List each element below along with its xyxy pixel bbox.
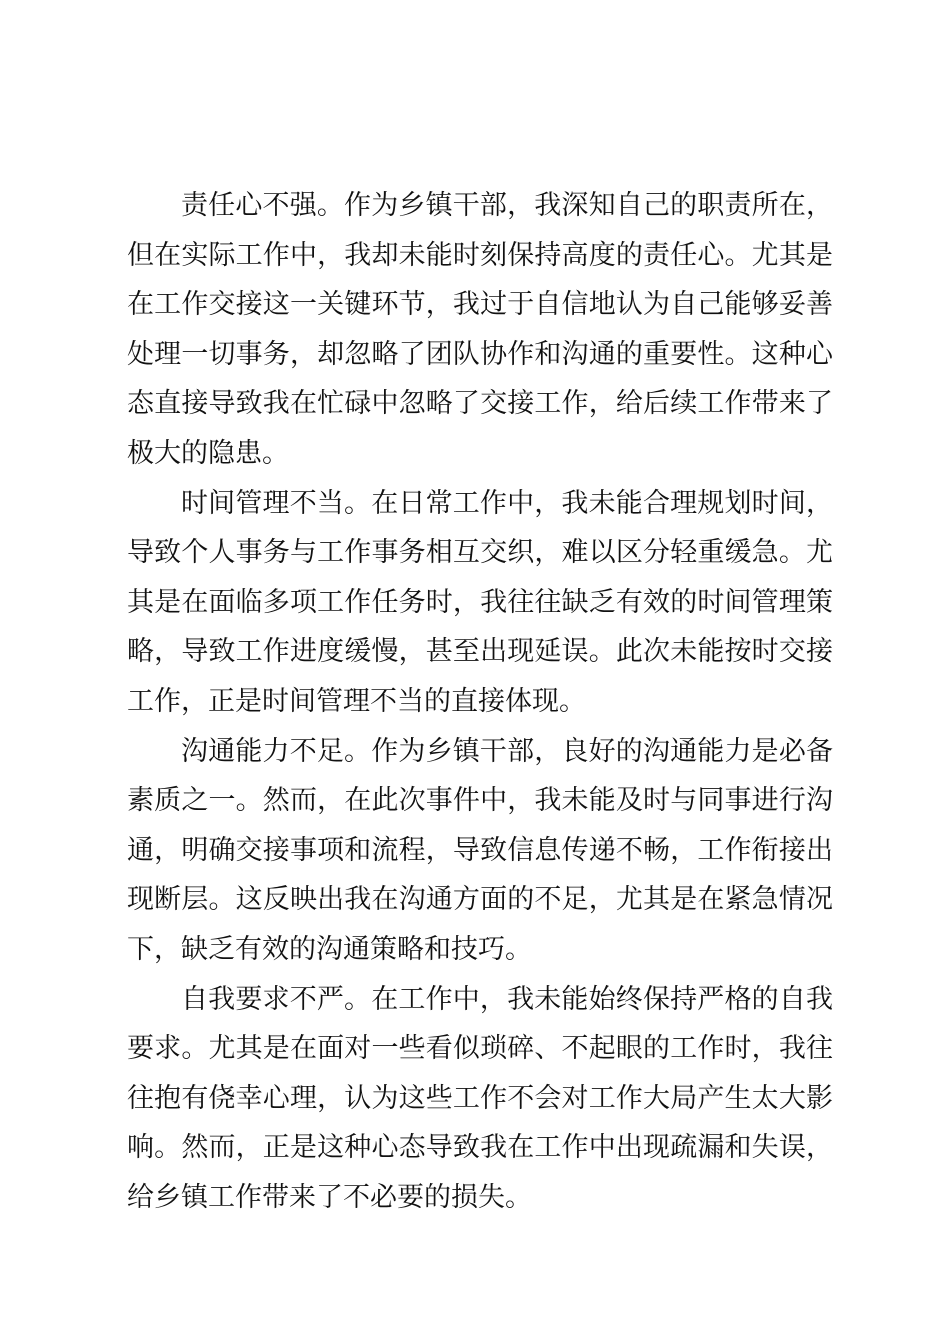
paragraph-responsibility: 责任心不强。作为乡镇干部，我深知自己的职责所在，但在实际工作中，我却未能时刻保持高度的责任心。尤其是在工作交接这一关键环节，我过于自信地认为自己能够妥善处理一切事务，却忽略了团队协作和沟通的重要性。这种心态直接导致我在忙碌中忽略了交接工作，给后续工作带来了极大的隐患。 xyxy=(127,190,833,469)
paragraph-time-management: 时间管理不当。在日常工作中，我未能合理规划时间，导致个人事务与工作事务相互交织，难以区分轻重缓急。尤其是在面临多项工作任务时，我往往缺乏有效的时间管理策略，导致工作进度缓慢，甚至出现延误。此次未能按时交接工作，正是时间管理不当的直接体现。 xyxy=(127,487,833,717)
paragraph-self-discipline: 自我要求不严。在工作中，我未能始终保持严格的自我要求。尤其是在面对一些看似琐碎、不起眼的工作时，我往往抱有侥幸心理，认为这些工作不会对工作大局产生太大影响。然而，正是这种心态导致我在工作中出现疏漏和失误，给乡镇工作带来了不必要的损失。 xyxy=(127,983,833,1213)
document-body xyxy=(127,181,833,1222)
paragraph-communication: 沟通能力不足。作为乡镇干部，良好的沟通能力是必备素质之一。然而，在此次事件中，我未能及时与同事进行沟通，明确交接事项和流程，导致信息传递不畅，工作衔接出现断层。这反映出我在沟通方面的不足，尤其是在紧急情况下，缺乏有效的沟通策略和技巧。 xyxy=(127,735,833,965)
